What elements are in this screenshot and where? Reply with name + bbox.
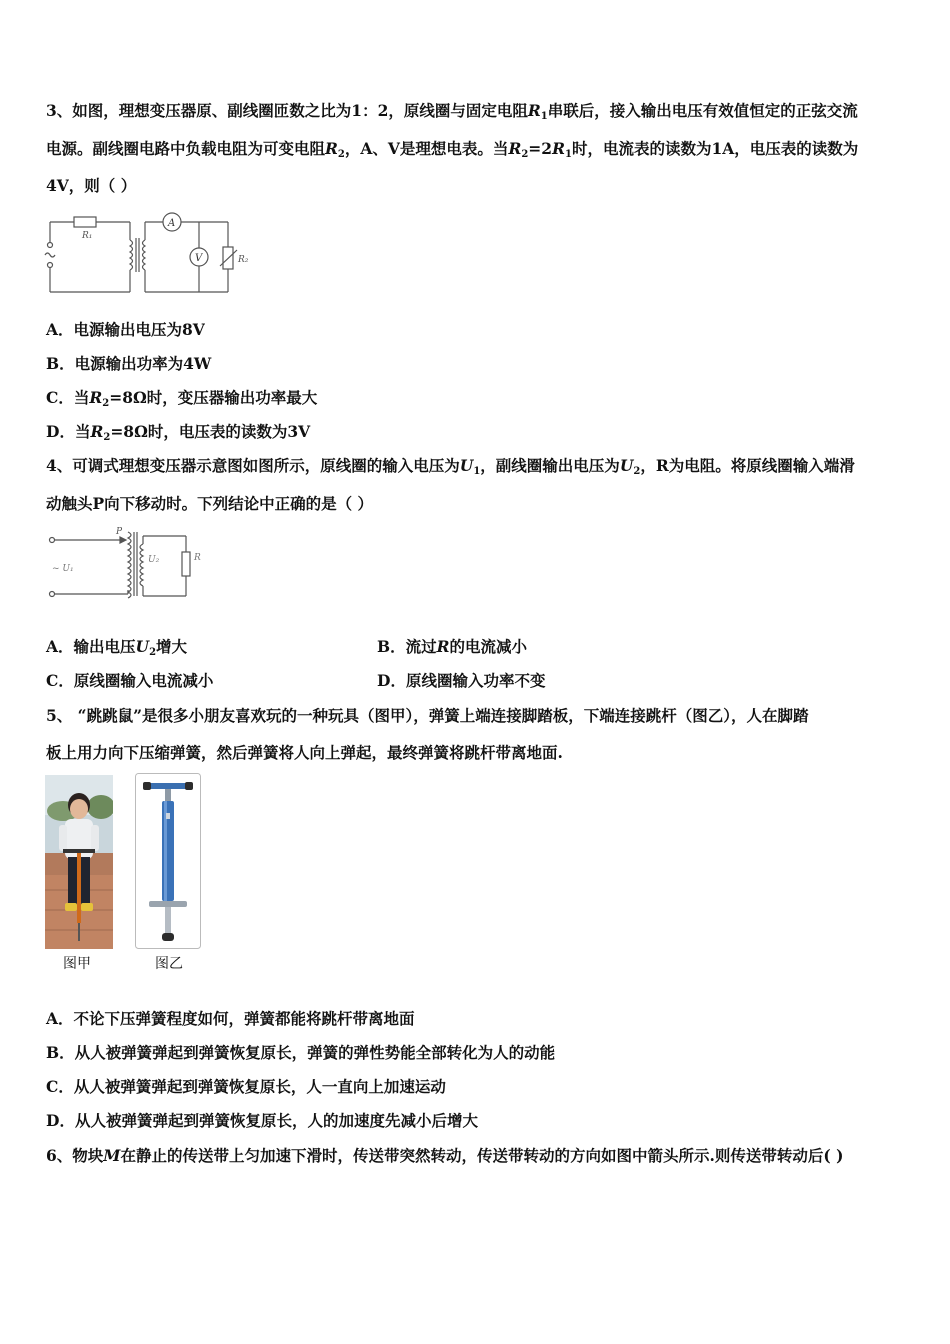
q3-fig-label-ammeter: A [168, 218, 176, 229]
q4-fig-label-r: R [194, 553, 201, 563]
q5-photo-child-pogo [45, 775, 113, 949]
q5-photo-pogo-stick [135, 773, 201, 949]
q5-stem-line-2: 板上用力向下压缩弹簧，然后弹簧将人向上弹起，最终弹簧将跳杆带离地面. [46, 743, 563, 762]
q3-option-a: A．电源输出电压为8V [46, 320, 205, 339]
q4-option-b: B．流过R的电流减小 [377, 637, 528, 656]
q4-stem-line-2: 动触头P向下移动时。下列结论中正确的是（ ） [46, 494, 374, 513]
q4-option-d: D．原线圈输入功率不变 [377, 671, 546, 690]
q4-fig-label-u1: ~ U₁ [52, 564, 74, 574]
q5-option-c: C．从人被弹簧弹起到弹簧恢复原长，人一直向上加速运动 [46, 1077, 446, 1096]
q3-stem-line-1: 3、如图，理想变压器原、副线圈匝数之比为1：2，原线圈与固定电阻$R_1$串联后，接入输出电压有效值恒定的正弦交流 [46, 101, 858, 122]
q5-option-d: D．从人被弹簧弹起到弹簧恢复原长，人的加速度先减小后增大 [46, 1111, 478, 1130]
q5-caption-figure-a: 图甲 [63, 956, 91, 972]
q5-stem-line-1: 5、 “跳跳鼠”是很多小朋友喜欢玩的一种玩具（图甲），弹簧上端连接脚踏板，下端连接跳杆（图乙），人在脚踏 [46, 706, 809, 725]
q5-option-a: A．不论下压弹簧程度如何，弹簧都能将跳杆带离地面 [46, 1009, 415, 1028]
q3-stem-line-2: 电源。副线圈电路中负载电阻为可变电阻$R_2$，A、V是理想电表。当$R_2=2R_1$时，电流表的读数为1A，电压表的读数为 [46, 139, 859, 160]
q4-fig-label-p: P [116, 527, 123, 537]
q3-option-c: C．当$R_2=8\Omega$时，变压器输出功率最大 [46, 388, 318, 409]
q3-fig-label-voltmeter: V [195, 253, 203, 264]
q3-fig-label-r1: R₁ [82, 231, 93, 241]
q3-circuit-diagram [44, 210, 264, 298]
q3-stem-line-3: 4V，则（ ） [46, 176, 137, 195]
q6-stem-line-1: 6、物块M在静止的传送带上匀加速下滑时，传送带突然转动，传送带转动的方向如图中箭头所示.则传送带转动后( ) [46, 1146, 844, 1165]
q4-fig-label-u2: U₂ [148, 555, 160, 565]
q3-option-d: D．当$R_2=8\Omega$时，电压表的读数为3V [46, 422, 311, 443]
q3-fig-label-r2: R₂ [238, 255, 249, 265]
q4-transformer-diagram [44, 524, 204, 602]
q5-caption-figure-b: 图乙 [155, 956, 183, 972]
q4-option-a: A．输出电压$U_2$增大 [46, 637, 188, 658]
q5-option-b: B．从人被弹簧弹起到弹簧恢复原长，弹簧的弹性势能全部转化为人的动能 [46, 1043, 556, 1062]
q4-option-c: C．原线圈输入电流减小 [46, 671, 214, 690]
q4-stem-line-1: 4、可调式理想变压器示意图如图所示，原线圈的输入电压为$U_1$，副线圈输出电压为$U_2$，R为电阻。将原线圈输入端滑 [46, 456, 855, 477]
q3-option-b: B．电源输出功率为4W [46, 354, 212, 373]
